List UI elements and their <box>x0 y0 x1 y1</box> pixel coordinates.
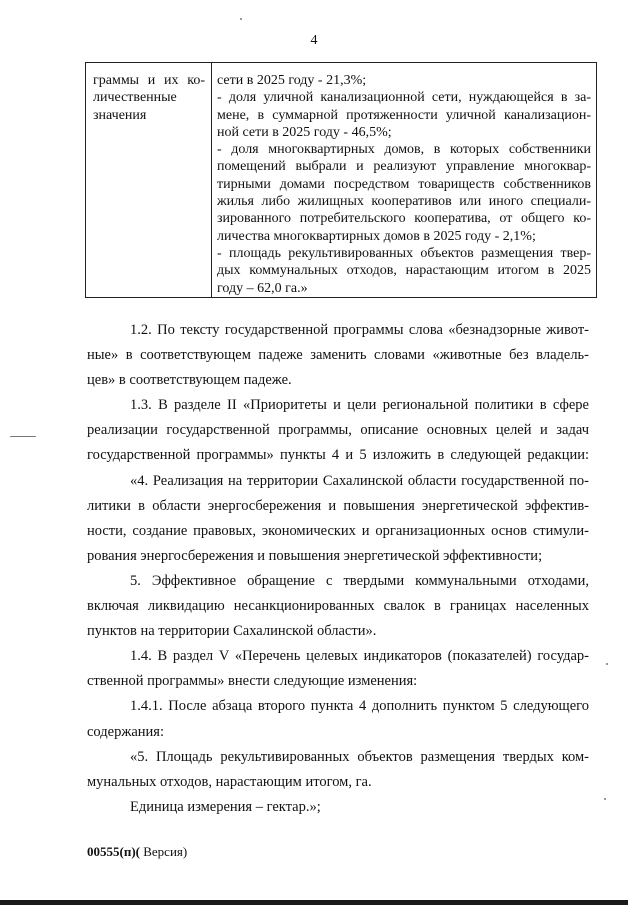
indicator-table <box>85 62 597 298</box>
body-line: 5. Эффективное обращение с твердыми коммунальными отходами, <box>130 572 589 589</box>
body-line: ственной программы» внести следующие изменения: <box>87 673 418 690</box>
table-right-line: дых коммунальных отходов, нарастающим итогом в 2025 <box>217 263 591 279</box>
table-cell-right <box>217 72 591 297</box>
body-line: литики в области энергосбережения и повышения энергетической эффектив- <box>87 497 589 514</box>
body-line: 1.2. По тексту государственной программы слова «безнадзорные живот- <box>130 322 589 338</box>
body-line: пунктов на территории Сахалинской области». <box>87 623 377 640</box>
scan-speck <box>240 18 242 20</box>
scan-edge-bar <box>0 900 628 905</box>
body-line: рования энергосбережения и повышения энергетической эффективности; <box>87 547 543 564</box>
document-footer <box>87 844 187 860</box>
table-right-line: - доля уличной канализационной сети, нуждающейся в за- <box>217 90 591 106</box>
scan-speck <box>604 798 606 800</box>
body-line: 1.3. В разделе II «Приоритеты и цели региональной политики в сфере <box>130 397 589 414</box>
table-right-line: зированного потребительского кооператива, от общего ко- <box>217 211 591 227</box>
document-body <box>87 318 589 820</box>
table-right-line: ной сети в 2025 году - 46,5%; <box>217 124 392 140</box>
scan-speck <box>606 663 608 665</box>
table-right-line: тирными домами посредством товариществ собственников <box>217 176 591 192</box>
table-right-line: сети в 2025 году - 21,3%; <box>217 73 367 88</box>
body-line: содержания: <box>87 723 165 740</box>
scan-speck <box>10 436 36 437</box>
body-line: включая ликвидацию несанкционированных свалок в границах населенных <box>87 598 589 615</box>
body-line: цев» в соответствующем падеже. <box>87 372 292 389</box>
body-line: ные» в соответствующем падеже заменить словами «животные без владель- <box>87 347 589 364</box>
page-number: 4 <box>310 33 318 48</box>
table-left-line: граммы и их ко- <box>93 73 205 88</box>
table-right-line: помещений выбрали и реализуют управление многоквар- <box>217 159 591 175</box>
table-right-line: мене, в суммарной протяженности уличной канализацион- <box>217 107 591 123</box>
body-line: государственной программы» пункты 4 и 5 изложить в следующей редакции: <box>87 447 589 464</box>
body-line: реализации государственной программы, описание основных целей и задач <box>87 422 589 439</box>
document-version: Версия) <box>139 844 188 859</box>
body-line: 1.4. В раздел V «Перечень целевых индикаторов (показателей) государ- <box>130 648 589 665</box>
table-right-line: - доля многоквартирных домов, в которых собственники <box>217 142 591 158</box>
table-left-line: личественные <box>93 90 177 106</box>
body-line: «5. Площадь рекультивированных объектов размещения твердых ком- <box>130 748 589 765</box>
body-line: мунальных отходов, нарастающим итогом, га. <box>87 773 372 790</box>
table-right-line: - площадь рекультивированных объектов размещения твер- <box>217 245 591 261</box>
body-line: «4. Реализация на территории Сахалинской области государственной по- <box>130 472 589 489</box>
table-left-line: значения <box>93 107 147 123</box>
body-line: Единица измерения – гектар.»; <box>130 798 321 815</box>
table-right-line: личества многоквартирных домов в 2025 году - 2,1%; <box>217 228 536 244</box>
body-line: ности, создание правовых, экономических и организационных основ стимули- <box>87 522 589 539</box>
document-code: 00555(п)( <box>87 844 140 859</box>
body-line: 1.4.1. После абзаца второго пункта 4 дополнить пунктом 5 следующего <box>130 698 589 715</box>
table-cell-left <box>93 72 205 124</box>
table-right-line: жилья либо жилищных кооперативов или иного специали- <box>217 194 591 210</box>
table-right-line: году – 62,0 га.» <box>217 280 308 296</box>
table-column-divider <box>211 63 212 297</box>
